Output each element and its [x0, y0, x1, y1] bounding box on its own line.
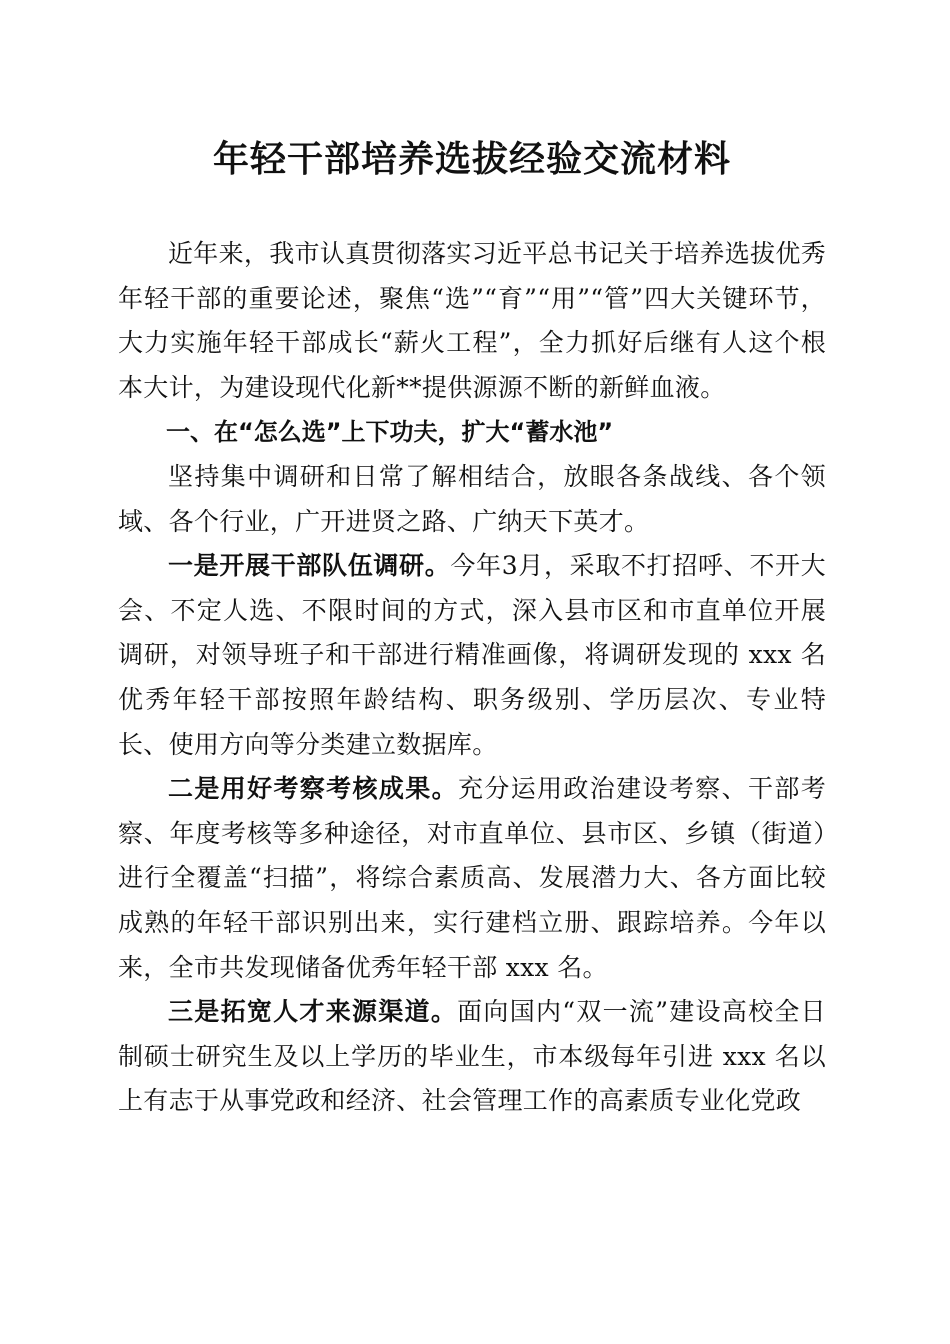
- document-body: [118, 232, 826, 1124]
- point-paragraph-3: [118, 990, 826, 1124]
- section-summary-paragraph: 坚持集中调研和日常了解相结合，放眼各条战线、各个领域、各个行业，广开进贤之路、广纳天下英才。: [118, 461, 826, 536]
- point-lead: 二是用好考察考核成果。: [168, 774, 458, 804]
- point-lead: 三是拓宽人才来源渠道。: [168, 997, 458, 1027]
- document-title: 年轻干部培养选拔经验交流材料: [212, 139, 731, 180]
- point-paragraph-1: [118, 544, 826, 767]
- point-text: 面向国内“双一流”建设高校全日制硕士研究生及以上学历的毕业生，市本级每年引进 xxx 名以上有志于从事党政和经济、社会管理工作的高素质专业化党政: [118, 997, 826, 1116]
- point-text: 今年3月，采取不打招呼、不开大会、不定人选、不限时间的方式，深入县市区和市直单位开展调研，对领导班子和干部进行精准画像，将调研发现的 xxx 名优秀年轻干部按照年龄结构、职务级别、学历层次、专业特长、使用方向等分类建立数据库。: [118, 551, 826, 759]
- section-heading: 一、在“怎么选”上下功夫，扩大“蓄水池”: [166, 418, 614, 447]
- intro-paragraph: 近年来，我市认真贯彻落实习近平总书记关于培养选拔优秀年轻干部的重要论述，聚焦“选”“育”“用”“管”四大关键环节，大力实施年轻干部成长“薪火工程”，全力抓好后继有人这个根本大计，为建设现代化新**提供源源不断的新鲜血液。: [118, 239, 826, 402]
- point-paragraph-2: [118, 767, 826, 990]
- point-lead: 一是开展干部队伍调研。: [168, 551, 451, 581]
- point-text: 充分运用政治建设考察、干部考察、年度考核等多种途径，对市直单位、县市区、乡镇（街道）进行全覆盖“扫描”，将综合素质高、发展潜力大、各方面比较成熟的年轻干部识别出来，实行建档立册、跟踪培养。今年以来，全市共发现储备优秀年轻干部 xxx 名。: [118, 774, 826, 982]
